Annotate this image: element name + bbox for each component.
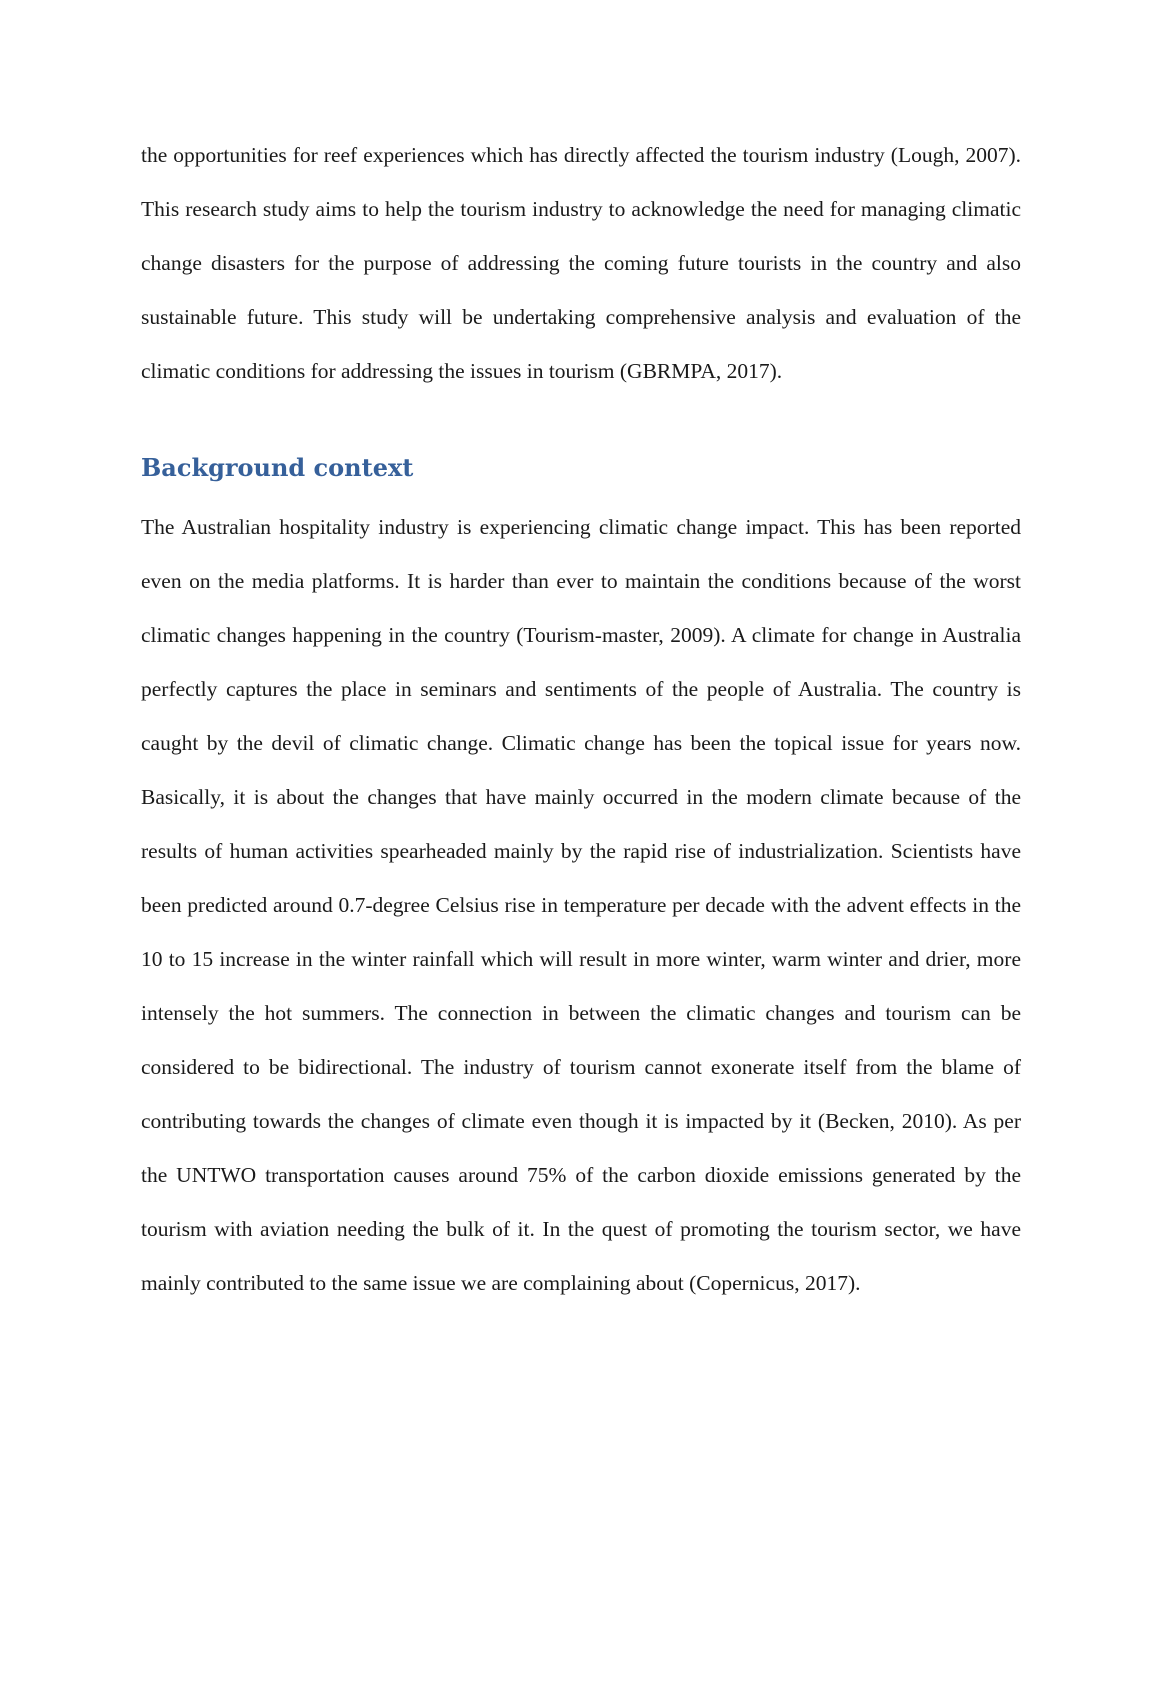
section-heading-background-context: Background context <box>141 453 414 482</box>
document-body <box>141 128 1021 1310</box>
intro-paragraph: the opportunities for reef experiences which has directly affected the tourism industry (Lough, 2007). This research study aims to help the tourism industry to acknowledge the need for managing climatic change disasters for the purpose of addressing the coming future tourists in the country and also sustainable future. This study will be undertaking comprehensive analysis and evaluation of the climatic conditions for addressing the issues in tourism (GBRMPA, 2017). <box>141 143 1021 383</box>
background-context-paragraph: The Australian hospitality industry is experiencing climatic change impact. This has been reported even on the media platforms. It is harder than ever to maintain the conditions because of the worst climatic changes happening in the country (Tourism-master, 2009). A climate for change in Australia perfectly captures the place in seminars and sentiments of the people of Australia. The country is caught by the devil of climatic change. Climatic change has been the topical issue for years now. Basically, it is about the changes that have mainly occurred in the modern climate because of the results of human activities spearheaded mainly by the rapid rise of industrialization. Scientists have been predicted around 0.7-degree Celsius rise in temperature per decade with the advent effects in the 10 to 15 increase in the winter rainfall which will result in more winter, warm winter and drier, more intensely the hot summers. The connection in between the climatic changes and tourism can be considered to be bidirectional. The industry of tourism cannot exonerate itself from the blame of contributing towards the changes of climate even though it is impacted by it (Becken, 2010). As per the UNTWO transportation causes around 75% of the carbon dioxide emissions generated by the tourism with aviation needing the bulk of it. In the quest of promoting the tourism sector, we have mainly contributed to the same issue we are complaining about (Copernicus, 2017). <box>141 515 1021 1295</box>
